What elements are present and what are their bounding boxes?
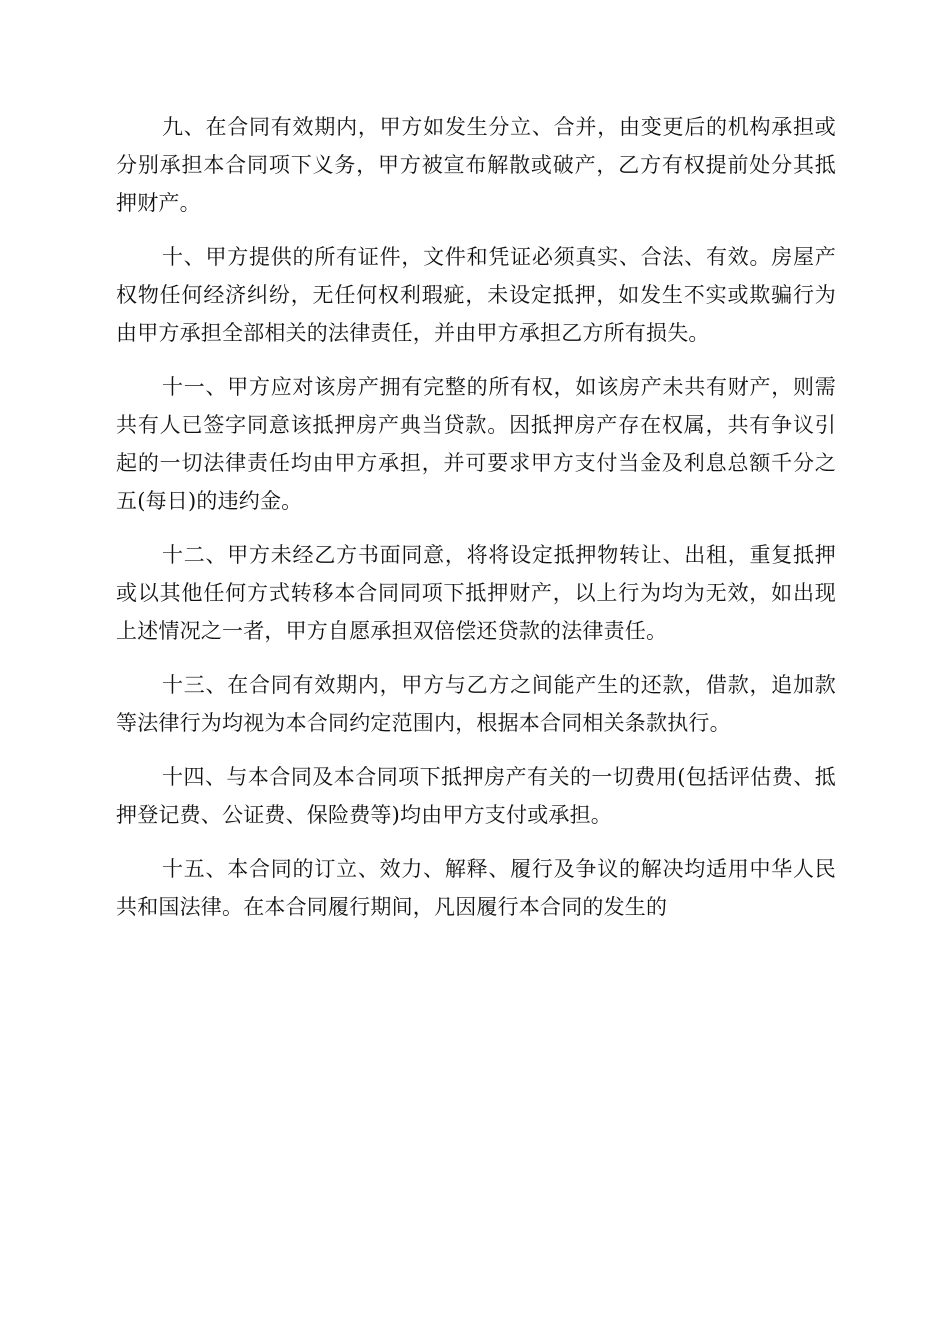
clause-9: 九、在合同有效期内，甲方如发生分立、合并，由变更后的机构承担或分别承担本合同项下义务，甲方被宣布解散或破产，乙方有权提前处分其抵押财产。: [116, 115, 836, 215]
clause-10: 十、甲方提供的所有证件，文件和凭证必须真实、合法、有效。房屋产权物任何经济纠纷，无任何权利瑕疵，未设定抵押，如发生不实或欺骗行为由甲方承担全部相关的法律责任，并由甲方承担乙方所有损失。: [116, 245, 836, 345]
clause-11: 十一、甲方应对该房产拥有完整的所有权，如该房产未共有财产，则需共有人已签字同意该抵押房产典当贷款。因抵押房产存在权属，共有争议引起的一切法律责任均由甲方承担，并可要求甲方支付当金及利息总额千分之五(每日)的违约金。: [116, 375, 836, 513]
clause-14: 十四、与本合同及本合同项下抵押房产有关的一切费用(包括评估费、抵押登记费、公证费、保险费等)均由甲方支付或承担。: [116, 765, 836, 827]
clause-13: 十三、在合同有效期内，甲方与乙方之间能产生的还款，借款，追加款等法律行为均视为本合同约定范围内，根据本合同相关条款执行。: [116, 673, 836, 735]
clause-15: 十五、本合同的订立、效力、解释、履行及争议的解决均适用中华人民共和国法律。在本合同履行期间，凡因履行本合同的发生的: [116, 857, 836, 919]
clause-12: 十二、甲方未经乙方书面同意，将将设定抵押物转让、出租，重复抵押或以其他任何方式转移本合同同项下抵押财产，以上行为均为无效，如出现上述情况之一者，甲方自愿承担双倍偿还贷款的法律责任。: [116, 543, 836, 643]
contract-text: [116, 108, 836, 926]
